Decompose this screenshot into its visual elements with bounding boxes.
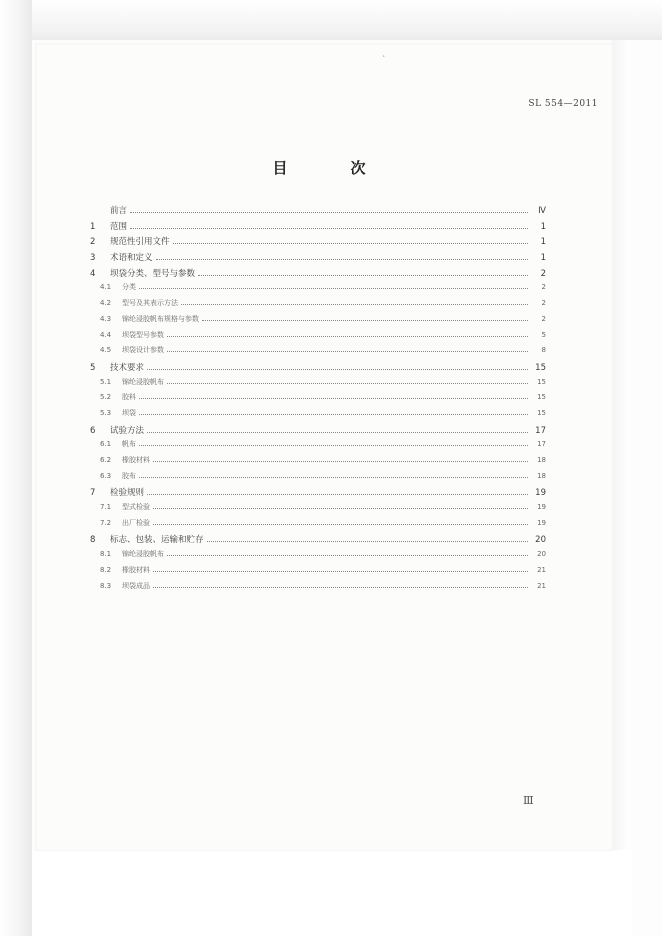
toc-entry <box>90 345 546 361</box>
toc-entry-page: Ⅳ <box>538 206 546 216</box>
toc-entry-title: 标志、包装、运输和贮存 <box>110 535 204 546</box>
toc-entry-number: 5.2 <box>100 393 112 402</box>
toc-entry-page: 1 <box>540 221 546 232</box>
toc-entry <box>90 565 546 581</box>
toc-entry-page: 1 <box>540 237 546 248</box>
toc-entry-page: 15 <box>537 393 546 402</box>
toc-entry <box>90 439 546 455</box>
toc-entry-number: 5.3 <box>100 408 112 417</box>
toc-entry-page: 1 <box>540 253 546 264</box>
dot-leader <box>139 476 528 478</box>
toc-entry <box>90 408 546 424</box>
dot-leader <box>153 570 528 572</box>
toc-entry-title: 检验规则 <box>110 488 145 499</box>
toc-entry-title: 技术要求 <box>110 362 145 373</box>
toc-entry <box>90 502 546 518</box>
dot-leader <box>153 460 528 462</box>
dot-leader <box>198 274 528 276</box>
toc-entry-page: 5 <box>541 330 546 339</box>
dot-leader <box>153 507 528 509</box>
dot-leader <box>173 242 528 244</box>
toc-entry-page: 8 <box>541 346 546 355</box>
toc-entry <box>90 361 546 377</box>
toc-entry-page: 20 <box>535 535 546 546</box>
toc-entry-number: 1 <box>90 221 96 232</box>
toc-entry-page: 2 <box>541 314 546 323</box>
toc-entry-page: 2 <box>541 283 546 292</box>
toc-entry-title: 范围 <box>110 221 128 232</box>
dot-leader <box>139 444 528 446</box>
toc-entry-page: 2 <box>540 268 546 279</box>
toc-entry <box>90 549 546 565</box>
page-number: Ⅲ <box>523 794 534 807</box>
scan-border-left <box>0 0 32 936</box>
toc-entry <box>90 518 546 534</box>
dot-leader <box>167 382 528 384</box>
dot-leader <box>139 413 528 415</box>
toc-entry-page: 19 <box>537 503 546 512</box>
dot-leader <box>147 431 528 433</box>
toc-entry-page: 19 <box>537 518 546 527</box>
toc-entry <box>90 377 546 393</box>
toc-entry-number: 4.2 <box>100 299 112 308</box>
toc-entry-title: 胶布 <box>122 471 136 480</box>
toc-entry-title: 锦纶浸胶帆布规格与参数 <box>122 314 199 323</box>
dot-leader <box>167 554 528 556</box>
toc-entry-page: 15 <box>535 362 546 373</box>
toc-entry-title: 坝袋分类、型号与参数 <box>110 268 196 279</box>
toc-entry-number: 4.1 <box>100 283 112 292</box>
toc-entry-number: 5.1 <box>100 377 112 386</box>
toc-entry-title: 坝袋 <box>122 408 136 417</box>
dot-leader <box>167 350 528 352</box>
toc-entry-number: 5 <box>90 362 96 373</box>
dot-leader <box>130 227 528 229</box>
toc-entry-number: 8.3 <box>100 581 112 590</box>
toc-entry-page: 21 <box>537 581 546 590</box>
toc-entry-page: 2 <box>541 299 546 308</box>
dot-leader <box>153 586 528 588</box>
toc-entry-page: 18 <box>537 456 546 464</box>
toc-entry <box>90 392 546 408</box>
toc-entry-page: 17 <box>537 440 546 449</box>
toc-entry-number: 8.1 <box>100 550 112 559</box>
toc-entry-page: 21 <box>537 565 546 574</box>
toc-entry-title: 型式检验 <box>122 503 150 512</box>
toc-entry-title: 坝袋成品 <box>122 581 150 590</box>
dot-leader <box>207 540 528 542</box>
toc-entry-number: 2 <box>90 237 96 248</box>
toc-entry <box>90 235 546 251</box>
standard-code: SL 554—2011 <box>528 99 598 109</box>
toc-entry <box>90 471 546 487</box>
toc-entry-title: 术语和定义 <box>110 253 153 264</box>
toc-entry-page: 15 <box>537 408 546 417</box>
toc-entry <box>90 298 546 314</box>
scan-speck: ˋ <box>382 55 386 64</box>
toc-entry-number: 4.5 <box>100 346 112 355</box>
toc-entry-title: 橡胶材料 <box>122 565 150 574</box>
toc-entry-page: 19 <box>535 488 546 499</box>
dot-leader <box>202 319 528 321</box>
dot-leader <box>156 258 528 260</box>
toc-entry <box>90 220 546 236</box>
toc-entry-number: 7 <box>90 488 96 499</box>
toc-entry-number: 6.1 <box>100 440 112 449</box>
toc-entry-title: 规范性引用文件 <box>110 237 170 248</box>
toc-entry-title: 前言 <box>110 206 128 216</box>
dot-leader <box>181 303 528 305</box>
toc-entry-number: 3 <box>90 253 96 264</box>
toc-entry-title: 锦纶浸胶帆布 <box>122 550 164 559</box>
toc-entry-number: 6.3 <box>100 471 112 480</box>
dot-leader <box>139 287 528 289</box>
toc-entry <box>90 314 546 330</box>
toc-entry-title: 胶料 <box>122 393 136 402</box>
toc-entry <box>90 424 546 440</box>
toc-entry-title: 橡胶材料 <box>122 456 150 464</box>
toc-entry-number: 4.3 <box>100 314 112 323</box>
toc-entry-title: 坝袋型号参数 <box>122 330 164 339</box>
dot-leader <box>147 493 528 495</box>
dot-leader <box>147 368 528 370</box>
toc-entry-page: 15 <box>537 377 546 386</box>
page-title: 目 次 <box>272 159 390 177</box>
toc-entry <box>90 533 546 549</box>
toc-entry-number: 8.2 <box>100 565 112 574</box>
toc-entry-title: 坝袋设计参数 <box>122 346 164 355</box>
toc-entry-number: 4.4 <box>100 330 112 339</box>
table-of-contents <box>90 204 546 596</box>
toc-entry <box>90 330 546 346</box>
toc-entry <box>90 267 546 283</box>
toc-entry-number: 8 <box>90 535 96 546</box>
toc-entry <box>90 204 546 220</box>
toc-entry-title: 分类 <box>122 283 136 292</box>
toc-entry-number: 7.2 <box>100 518 112 527</box>
dot-leader <box>139 397 528 399</box>
toc-entry-number: 6 <box>90 425 96 436</box>
dot-leader <box>130 211 528 213</box>
dot-leader <box>153 523 528 525</box>
toc-entry <box>90 282 546 298</box>
toc-entry <box>90 455 546 471</box>
toc-entry-number: 4 <box>90 268 96 279</box>
toc-entry <box>90 251 546 267</box>
scan-border-bottom <box>32 850 632 936</box>
scan-border-top <box>0 0 662 40</box>
toc-entry-title: 型号及其表示方法 <box>122 299 178 308</box>
toc-entry-page: 17 <box>535 425 546 436</box>
toc-entry-page: 20 <box>537 550 546 559</box>
toc-entry-title: 出厂检验 <box>122 518 150 527</box>
toc-entry-page: 18 <box>537 471 546 480</box>
toc-entry-title: 锦纶浸胶帆布 <box>122 377 164 386</box>
toc-entry <box>90 581 546 597</box>
toc-entry-number: 6.2 <box>100 456 112 464</box>
toc-entry-title: 试验方法 <box>110 425 145 436</box>
toc-entry-title: 帆布 <box>122 440 136 449</box>
toc-entry-number: 7.1 <box>100 503 112 512</box>
dot-leader <box>167 335 528 337</box>
toc-entry <box>90 486 546 502</box>
